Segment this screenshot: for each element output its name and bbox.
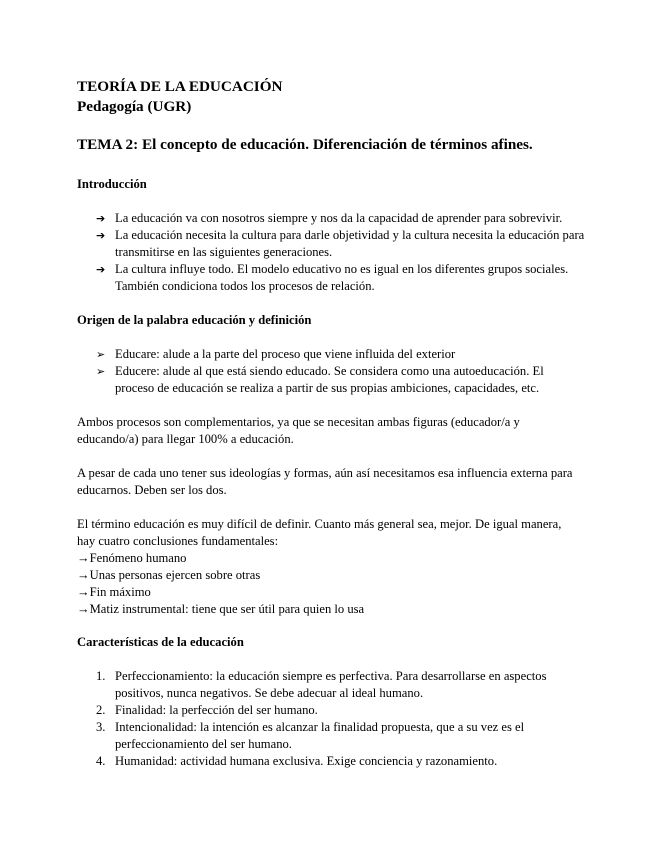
list-number: 1. bbox=[96, 669, 106, 683]
list-item: ➔ La educación necesita la cultura para darle objetividad y la cultura necesita la educación para transmitirse en las siguientes generaciones. bbox=[96, 228, 585, 259]
arrow-bullet-icon: ➔ bbox=[96, 229, 106, 242]
list-number: 2. bbox=[96, 703, 106, 717]
course-title: TEORÍA DE LA EDUCACIÓN bbox=[77, 78, 283, 95]
list-item: 4. Humanidad: actividad humana exclusiva. Exige conciencia y razonamiento. bbox=[96, 754, 498, 768]
characteristics-list bbox=[96, 668, 586, 770]
conclusion-line: →Unas personas ejercen sobre otras bbox=[77, 568, 261, 582]
list-item: ➔ La cultura influye todo. El modelo educativo no es igual en los diferentes grupos sociales. También condiciona todos los procesos de relación. bbox=[96, 262, 569, 293]
intro-heading: Introducción bbox=[77, 177, 147, 191]
list-item: 1. Perfeccionamiento: la educación siempre es perfectiva. Para desarrollarse en aspectos positivos, nunca negativos. Se debe adecuar al ideal humano. bbox=[96, 669, 547, 700]
list-number: 4. bbox=[96, 754, 106, 768]
arrow-bullet-icon: ➔ bbox=[96, 212, 106, 225]
conclusion-line: →Matiz instrumental: tiene que ser útil para quien lo usa bbox=[77, 602, 365, 616]
conclusion-line: →Fenómeno humano bbox=[77, 551, 187, 565]
paragraph-definition: El término educación es muy difícil de definir. Cuanto más general sea, mejor. De igual manera, hay cuatro conclusiones fundamentales: →Fenómeno humano →Unas personas ejercen sobre otras →Fin máximo →Matiz instrumental: tiene que ser útil para quien lo usa bbox=[77, 516, 577, 618]
document-header bbox=[77, 77, 283, 117]
intro-list bbox=[96, 210, 586, 295]
course-subtitle: Pedagogía (UGR) bbox=[77, 98, 192, 115]
list-item: ➢ Educere: alude al que está siendo educado. Se considera como una autoeducación. El proceso de educación se realiza a partir de sus propias ambiciones, capacidades, etc. bbox=[96, 364, 544, 395]
list-item: 2. Finalidad: la perfección del ser humano. bbox=[96, 703, 318, 717]
paragraph-influence: A pesar de cada uno tener sus ideologías y formas, aún así necesitamos esa influencia externa para educarnos. Deben ser los dos. bbox=[77, 466, 573, 497]
conclusion-line: →Fin máximo bbox=[77, 585, 151, 599]
origin-list bbox=[96, 346, 586, 397]
arrow-bullet-icon: ➔ bbox=[96, 263, 106, 276]
arrowhead-bullet-icon: ➢ bbox=[96, 365, 106, 378]
list-item: 3. Intencionalidad: la intención es alcanzar la finalidad propuesta, que a su vez es el perfeccionamiento del ser humano. bbox=[96, 720, 525, 751]
list-item: ➔ La educación va con nosotros siempre y nos da la capacidad de aprender para sobrevivir. bbox=[96, 211, 563, 225]
list-item: ➢ Educare: alude a la parte del proceso que viene influida del exterior bbox=[96, 347, 456, 361]
paragraph-complementary: Ambos procesos son complementarios, ya que se necesitan ambas figuras (educador/a y educando/a) para llegar 100% a educación. bbox=[77, 415, 520, 446]
topic-title: TEMA 2: El concepto de educación. Diferenciación de términos afines. bbox=[77, 136, 533, 153]
characteristics-heading: Características de la educación bbox=[77, 635, 244, 649]
origin-heading: Origen de la palabra educación y definición bbox=[77, 313, 312, 327]
list-number: 3. bbox=[96, 720, 106, 734]
arrowhead-bullet-icon: ➢ bbox=[96, 348, 106, 361]
